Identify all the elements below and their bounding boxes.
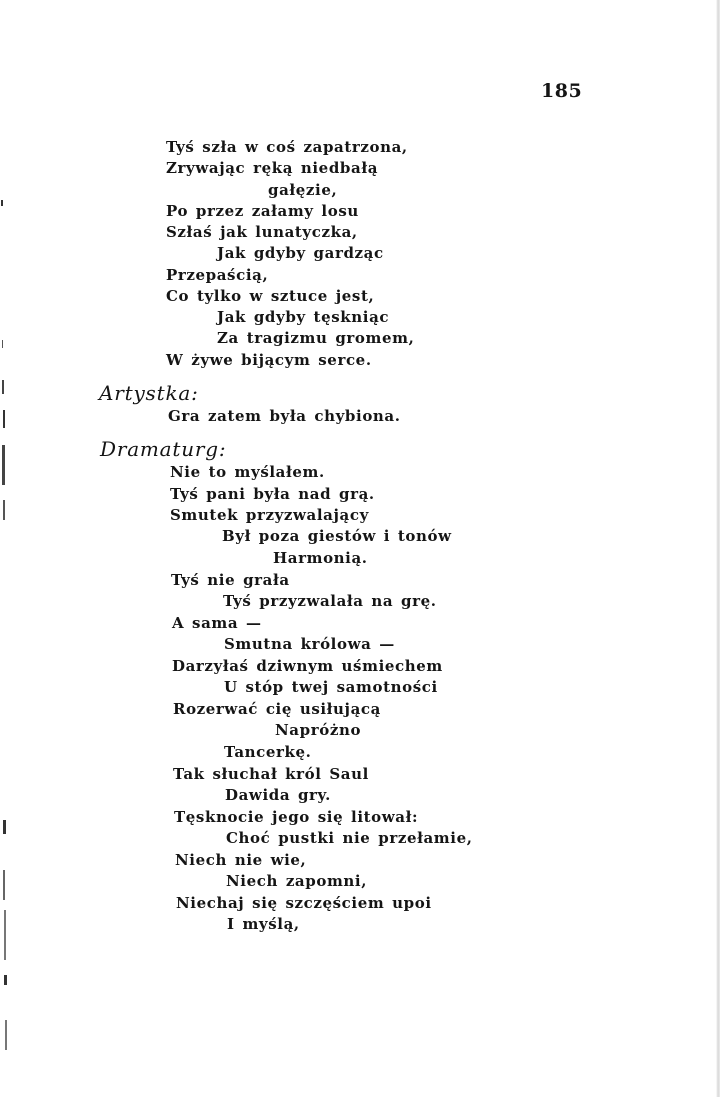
verse-line: Tyś nie grała bbox=[171, 571, 290, 589]
verse-line: Gra zatem była chybiona. bbox=[168, 407, 401, 425]
verse-line: Niechaj się szczęściem upoi bbox=[176, 894, 432, 912]
speaker-name-artystka: Artystka: bbox=[99, 381, 199, 405]
verse-line: I myślą, bbox=[227, 915, 300, 933]
page-number: 185 bbox=[541, 80, 583, 102]
verse-line: Tyś pani była nad grą. bbox=[170, 485, 375, 503]
scan-edge-marks bbox=[0, 180, 12, 1080]
verse-line: Napróżno bbox=[275, 721, 362, 739]
verse-line: Co tylko w sztuce jest, bbox=[166, 287, 375, 305]
verse-line: Szłaś jak lunatyczka, bbox=[166, 223, 358, 241]
scan-edge-shadow bbox=[716, 0, 720, 1097]
verse-line: Nie to myślałem. bbox=[170, 463, 325, 481]
verse-line: Za tragizmu gromem, bbox=[217, 329, 415, 347]
verse-line: Tyś szła w coś zapatrzona, bbox=[166, 138, 408, 156]
verse-line: Po przez załamy losu bbox=[166, 202, 359, 220]
verse-line: Dawida gry. bbox=[225, 786, 331, 804]
verse-line: Darzyłaś dziwnym uśmiechem bbox=[172, 657, 443, 675]
verse-line: Smutna królowa — bbox=[224, 635, 395, 653]
verse-line: Niech zapomni, bbox=[226, 872, 368, 890]
verse-line: Tancerkę. bbox=[224, 743, 312, 761]
verse-line: Niech nie wie, bbox=[175, 851, 307, 869]
verse-line: Tyś przyzwalała na grę. bbox=[223, 592, 437, 610]
verse-line: Choć pustki nie przełamie, bbox=[226, 829, 473, 847]
verse-line: Był poza giestów i tonów bbox=[222, 527, 452, 545]
verse-line: Zrywając ręką niedbałą bbox=[166, 159, 379, 177]
verse-line: U stóp twej samotności bbox=[224, 678, 438, 696]
verse-line: A sama — bbox=[172, 614, 262, 632]
verse-line: gałęzie, bbox=[268, 181, 338, 199]
verse-line: Jak gdyby tęskniąc bbox=[217, 308, 390, 326]
verse-line: Harmonią. bbox=[273, 549, 368, 567]
verse-line: Jak gdyby gardząc bbox=[217, 244, 384, 262]
verse-line: Rozerwać cię usiłującą bbox=[173, 700, 381, 718]
verse-line: Tak słuchał król Saul bbox=[173, 765, 369, 783]
verse-line: Tęsknocie jego się litował: bbox=[174, 808, 419, 826]
verse-line: Przepaścią, bbox=[166, 266, 269, 284]
verse-line: Smutek przyzwalający bbox=[170, 506, 369, 524]
speaker-name-dramaturg: Dramaturg: bbox=[100, 437, 227, 461]
verse-line: W żywe bijącym serce. bbox=[166, 351, 372, 369]
